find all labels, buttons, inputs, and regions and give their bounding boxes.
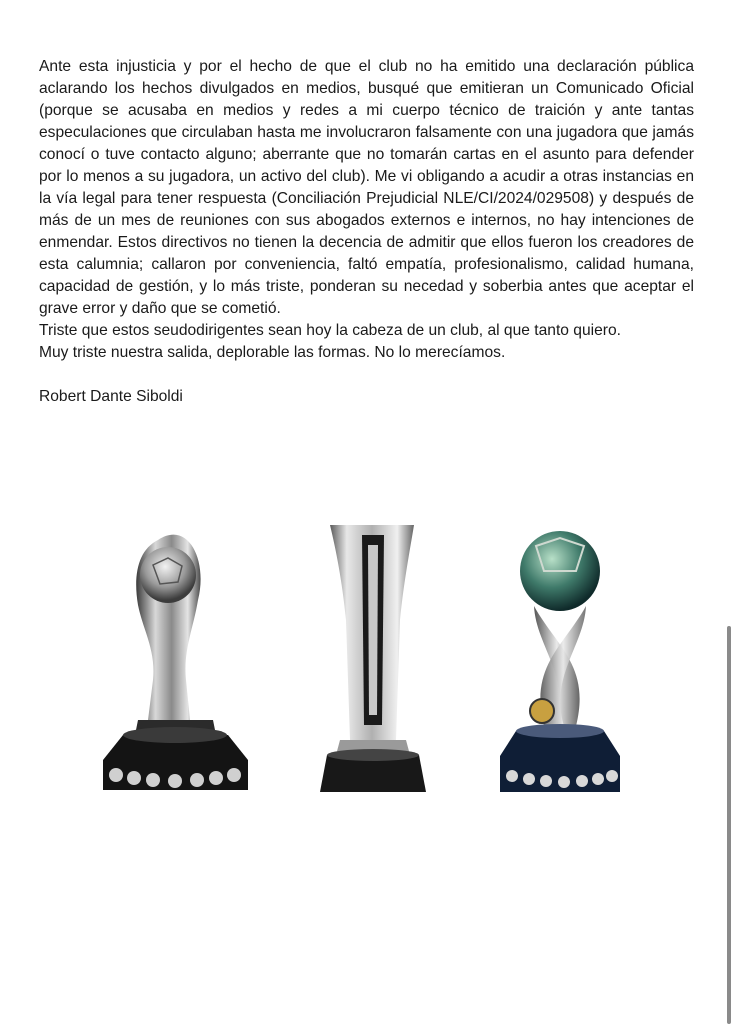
campeon-de-campeones-trophy-icon <box>312 520 434 802</box>
scrollbar-thumb[interactable] <box>727 626 731 1024</box>
scrollbar[interactable] <box>724 0 734 1024</box>
supercopa-trophy-icon <box>496 526 624 802</box>
letter-body <box>39 56 694 424</box>
letter-line-exit: Muy triste nuestra salida, deplorable las formas. No lo merecíamos. <box>39 344 506 361</box>
letter-paragraph: Ante esta injusticia y por el hecho de que el club no ha emitido una declaración pública aclarando los hechos divulgados en medios, busqué que emitieran un Comunicado Oficial (porque se acusaba en medios y redes a mi cuerpo técnico de traición y ante tantas especulaciones que circulaban hasta me involucraron falsamente con una jugadora que jamás conocí o tuve contacto alguno; aberrante que no tomarán cartas en el asunto para defender por lo menos a su jugadora, un activo del club). Me vi obligando a acudir a otras instancias en la vía legal para tener respuesta (Conciliación Prejudicial NLE/CI/2024/029508) y después de más de un mes de reuniones con sus abogados externos e internos, no hay intenciones de enmendar. Estos directivos no tienen la decencia de admitir que ellos fueron los creadores de esta calumnia; callaron por conveniencia, faltó empatía, profesionalismo, calidad humana, capacidad de gestión, y lo más triste, ponderan su necedad y soberbia antes que aceptar el grave error y daño que se cometió. <box>39 58 694 317</box>
letter-line-club: Triste que estos seudodirigentes sean hoy la cabeza de un club, al que tanto quiero. <box>39 322 621 339</box>
liga-mx-trophy-icon <box>98 520 253 802</box>
signature: Robert Dante Siboldi <box>39 388 183 405</box>
